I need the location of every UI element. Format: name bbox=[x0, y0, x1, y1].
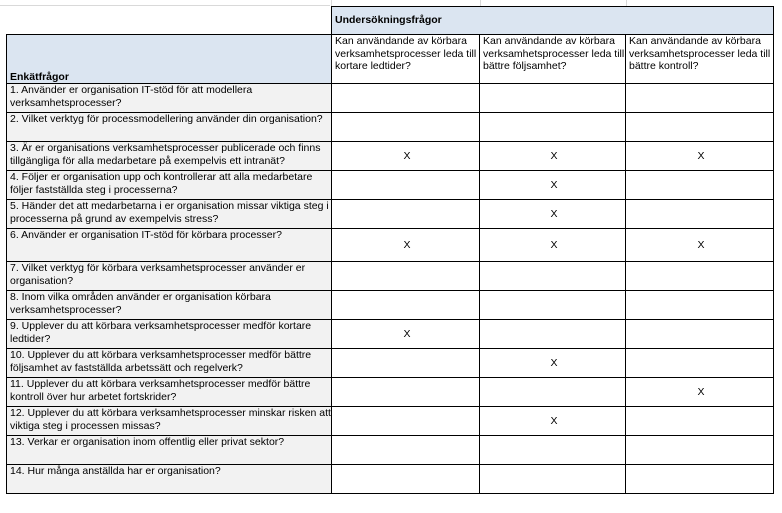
mark-cell[interactable]: X bbox=[480, 171, 626, 200]
mark-cell[interactable] bbox=[480, 378, 626, 407]
question-cell[interactable]: 3. Är er organisations verksamhetsprocesser publicerade och finns tillgängliga för alla medarbetare på exempelvis ett intranät? bbox=[7, 142, 332, 171]
mark-cell[interactable] bbox=[332, 349, 480, 378]
mark-cell[interactable] bbox=[626, 320, 774, 349]
mark-cell[interactable] bbox=[332, 84, 480, 113]
column-header-compliance[interactable]: Kan användande av körbara verksamhetsprocesser leda till bättre följsamhet? bbox=[480, 35, 626, 84]
column-header-lead-times[interactable]: Kan användande av körbara verksamhetsprocesser leda till kortare ledtider? bbox=[332, 35, 480, 84]
mark-cell[interactable] bbox=[332, 378, 480, 407]
table-row bbox=[7, 200, 774, 229]
table-row bbox=[7, 378, 774, 407]
mark-cell[interactable] bbox=[626, 262, 774, 291]
mark-cell[interactable] bbox=[480, 465, 626, 494]
mark-cell[interactable] bbox=[626, 436, 774, 465]
question-cell[interactable]: 5. Händer det att medarbetarna i er organisation missar viktiga steg i processerna på grund av exempelvis stress? bbox=[7, 200, 332, 229]
mark-cell[interactable]: X bbox=[480, 407, 626, 436]
mark-cell[interactable] bbox=[626, 200, 774, 229]
table-row bbox=[7, 262, 774, 291]
question-cell[interactable]: 11. Upplever du att körbara verksamhetsprocesser medför bättre kontroll över hur arbetet fortskrider? bbox=[7, 378, 332, 407]
group-header-row bbox=[7, 7, 774, 35]
mark-cell[interactable] bbox=[332, 200, 480, 229]
mark-cell[interactable] bbox=[626, 407, 774, 436]
mark-cell[interactable]: X bbox=[626, 142, 774, 171]
mark-cell[interactable]: X bbox=[332, 142, 480, 171]
mark-cell[interactable]: X bbox=[480, 142, 626, 171]
mark-cell[interactable]: X bbox=[332, 320, 480, 349]
question-cell[interactable]: 12. Upplever du att körbara verksamhetsprocesser minskar risken att viktiga steg i processen missas? bbox=[7, 407, 332, 436]
question-cell[interactable]: 7. Vilket verktyg för körbara verksamhetsprocesser använder er organisation? bbox=[7, 262, 332, 291]
mark-cell[interactable] bbox=[626, 291, 774, 320]
question-cell[interactable]: 2. Vilket verktyg för processmodellering använder din organisation? bbox=[7, 113, 332, 142]
mark-cell[interactable]: X bbox=[480, 229, 626, 262]
empty-corner-cell bbox=[7, 7, 332, 35]
mark-cell[interactable] bbox=[626, 113, 774, 142]
question-cell[interactable]: 13. Verkar er organisation inom offentlig eller privat sektor? bbox=[7, 436, 332, 465]
mark-cell[interactable]: X bbox=[332, 229, 480, 262]
table-row bbox=[7, 465, 774, 494]
mark-cell[interactable] bbox=[480, 84, 626, 113]
mark-cell[interactable] bbox=[332, 171, 480, 200]
question-cell[interactable]: 10. Upplever du att körbara verksamhetsprocesser medför bättre följsamhet av fastställda arbetssätt och regelverk? bbox=[7, 349, 332, 378]
question-cell[interactable]: 6. Använder er organisation IT-stöd för körbara processer? bbox=[7, 229, 332, 262]
mark-cell[interactable] bbox=[480, 113, 626, 142]
mark-cell[interactable] bbox=[332, 465, 480, 494]
mark-cell[interactable] bbox=[332, 262, 480, 291]
table-row bbox=[7, 349, 774, 378]
mark-cell[interactable]: X bbox=[480, 200, 626, 229]
table-row bbox=[7, 291, 774, 320]
mark-cell[interactable] bbox=[332, 407, 480, 436]
column-header-control[interactable]: Kan användande av körbara verksamhetsprocesser leda till bättre kontroll? bbox=[626, 35, 774, 84]
table-row bbox=[7, 229, 774, 262]
mark-cell[interactable] bbox=[480, 262, 626, 291]
table-row bbox=[7, 142, 774, 171]
mark-cell[interactable] bbox=[332, 436, 480, 465]
mark-cell[interactable] bbox=[332, 113, 480, 142]
mark-cell[interactable] bbox=[332, 291, 480, 320]
mark-cell[interactable] bbox=[480, 320, 626, 349]
mark-cell[interactable] bbox=[480, 436, 626, 465]
mark-cell[interactable] bbox=[626, 349, 774, 378]
mark-cell[interactable]: X bbox=[626, 229, 774, 262]
mark-cell[interactable] bbox=[480, 291, 626, 320]
table-row bbox=[7, 84, 774, 113]
table-row bbox=[7, 436, 774, 465]
question-cell[interactable]: 14. Hur många anställda har er organisation? bbox=[7, 465, 332, 494]
research-questions-header[interactable]: Undersökningsfrågor bbox=[332, 7, 774, 35]
mark-cell[interactable] bbox=[626, 465, 774, 494]
survey-questions-header[interactable]: Enkätfrågor bbox=[7, 35, 332, 84]
mark-cell[interactable]: X bbox=[626, 378, 774, 407]
column-header-row bbox=[7, 35, 774, 84]
table-row bbox=[7, 320, 774, 349]
table-row bbox=[7, 407, 774, 436]
question-cell[interactable]: 9. Upplever du att körbara verksamhetsprocesser medför kortare ledtider? bbox=[7, 320, 332, 349]
table-row bbox=[7, 113, 774, 142]
survey-question-matrix bbox=[6, 6, 774, 494]
table-row bbox=[7, 171, 774, 200]
mark-cell[interactable] bbox=[626, 171, 774, 200]
question-cell[interactable]: 8. Inom vilka områden använder er organisation körbara verksamhetsprocesser? bbox=[7, 291, 332, 320]
mark-cell[interactable]: X bbox=[480, 349, 626, 378]
mark-cell[interactable] bbox=[626, 84, 774, 113]
question-cell[interactable]: 1. Använder er organisation IT-stöd för att modellera verksamhetsprocesser? bbox=[7, 84, 332, 113]
question-cell[interactable]: 4. Följer er organisation upp och kontrollerar att alla medarbetare följer fastställda steg i processerna? bbox=[7, 171, 332, 200]
